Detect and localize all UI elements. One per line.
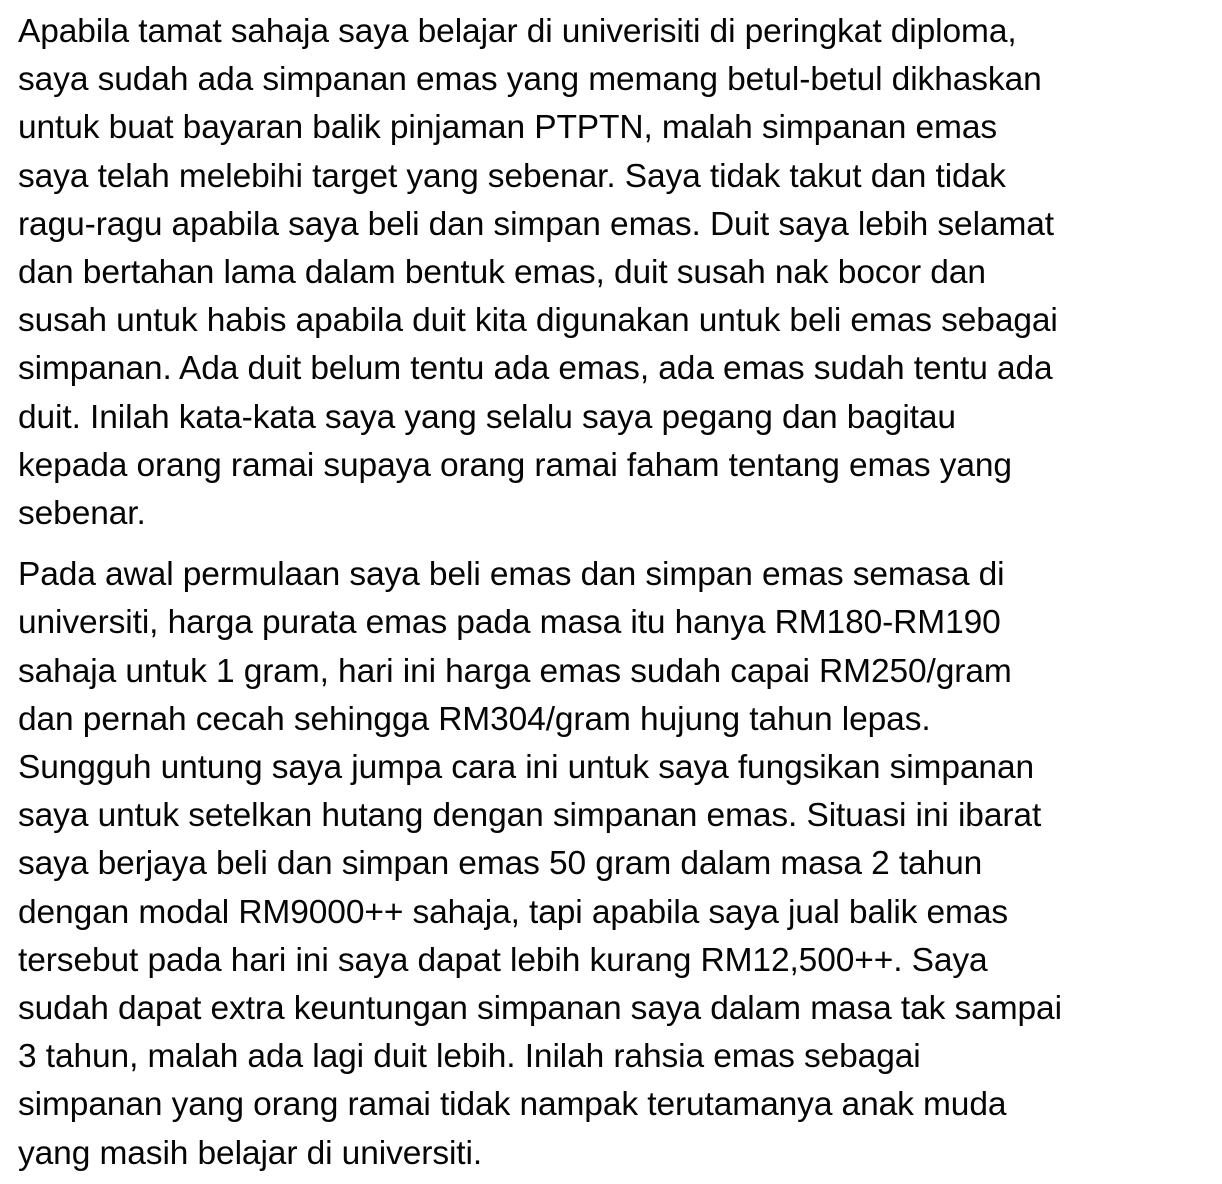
text-line: ragu-ragu apabila saya beli dan simpan emas. Duit saya lebih selamat	[18, 205, 1055, 243]
text-line: universiti, harga purata emas pada masa itu hanya RM180-RM190	[18, 604, 1001, 642]
text-line: tersebut pada hari ini saya dapat lebih kurang RM12,500++. Saya	[18, 941, 988, 979]
text-line: simpanan. Ada duit belum tentu ada emas, ada emas sudah tentu ada	[18, 350, 1053, 388]
text-line: duit. Inilah kata-kata saya yang selalu saya pegang dan bagitau	[18, 398, 956, 436]
paragraph-1	[18, 8, 1218, 538]
text-line: 3 tahun, malah ada lagi duit lebih. Inilah rahsia emas sebagai	[18, 1038, 921, 1076]
text-line: saya telah melebihi target yang sebenar. Saya tidak takut dan tidak	[18, 157, 1006, 195]
text-line: sahaja untuk 1 gram, hari ini harga emas sudah capai RM250/gram	[18, 652, 1012, 690]
text-line: dengan modal RM9000++ sahaja, tapi apabila saya jual balik emas	[18, 893, 1009, 931]
text-line: sudah dapat extra keuntungan simpanan saya dalam masa tak sampai	[18, 990, 1062, 1028]
text-line: Sungguh untung saya jumpa cara ini untuk saya fungsikan simpanan	[18, 749, 1035, 787]
post-text	[18, 8, 1218, 1178]
text-line: dan pernah cecah sehingga RM304/gram hujung tahun lepas.	[18, 700, 931, 738]
text-line: simpanan yang orang ramai tidak nampak terutamanya anak muda	[18, 1086, 1007, 1124]
text-line: Pada awal permulaan saya beli emas dan simpan emas semasa di	[18, 556, 1005, 594]
text-line: sebenar.	[18, 495, 146, 533]
text-line: Apabila tamat sahaja saya belajar di univerisiti di peringkat diploma,	[18, 13, 1017, 50]
text-line: saya sudah ada simpanan emas yang memang betul-betul dikhaskan	[18, 61, 1042, 99]
text-line: kepada orang ramai supaya orang ramai faham tentang emas yang	[18, 446, 1012, 484]
text-line: yang masih belajar di universiti.	[18, 1134, 483, 1172]
paragraph-2	[18, 551, 1218, 1178]
text-line: saya berjaya beli dan simpan emas 50 gram dalam masa 2 tahun	[18, 845, 983, 883]
text-line: saya untuk setelkan hutang dengan simpanan emas. Situasi ini ibarat	[18, 797, 1042, 835]
text-line: susah untuk habis apabila duit kita digunakan untuk beli emas sebagai	[18, 302, 1058, 340]
text-line: untuk buat bayaran balik pinjaman PTPTN, malah simpanan emas	[18, 109, 998, 147]
text-line: dan bertahan lama dalam bentuk emas, duit susah nak bocor dan	[18, 254, 986, 292]
